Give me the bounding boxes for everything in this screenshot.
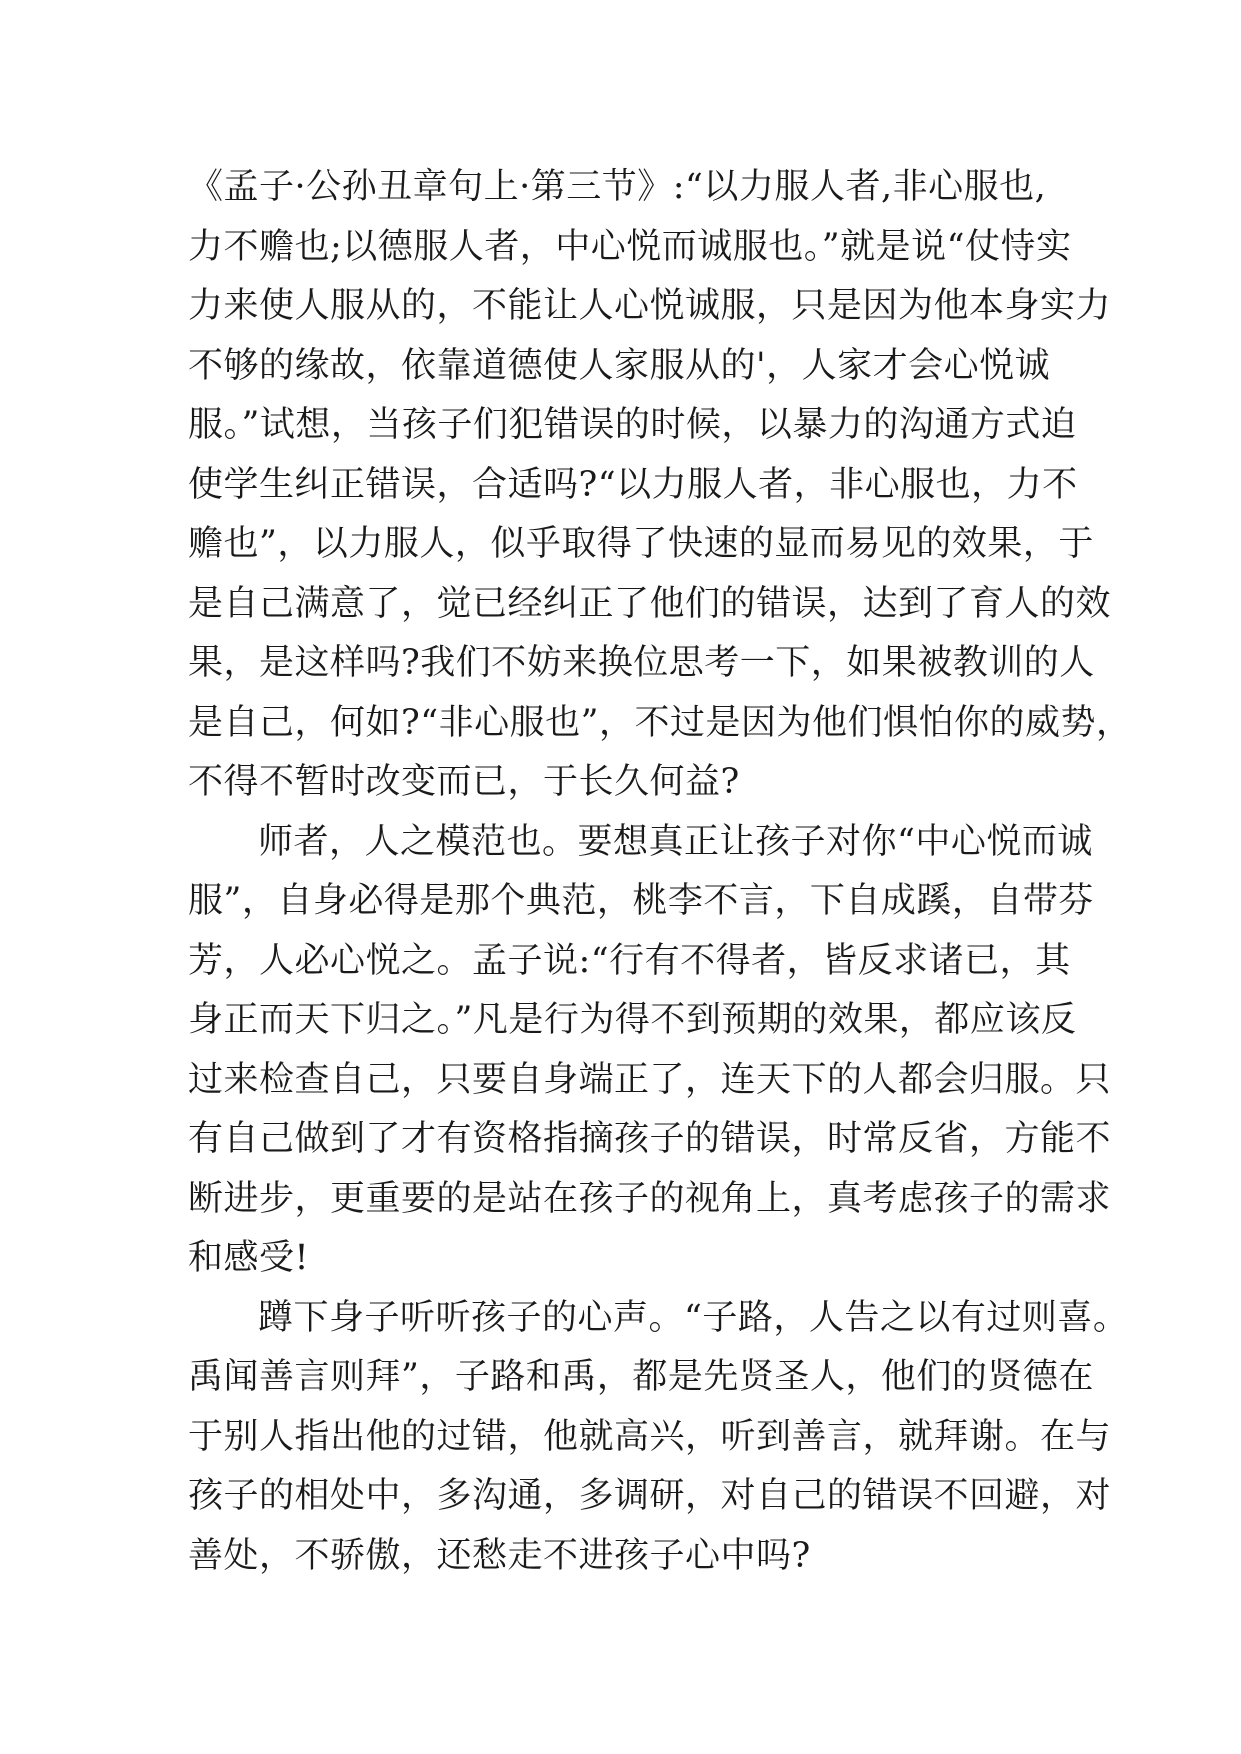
document-body xyxy=(188,158,1132,1586)
text-line: 使学生纠正错误，合适吗?“以力服人者，非心服也，力不 xyxy=(188,464,1078,505)
text-line: 《孟子·公孙丑章句上·第三节》:“以力服人者,非心服也, xyxy=(188,167,1047,207)
text-line: 服”，自身必得是那个典范，桃李不言，下自成蹊，自带芬 xyxy=(188,881,1094,921)
text-line: 是自己满意了，觉已经纠正了他们的错误，达到了育人的效 xyxy=(188,583,1112,624)
text-line: 赡也”，以力服人，似乎取得了快速的显而易见的效果，于 xyxy=(188,524,1094,564)
text-line: 有自己做到了才有资格指摘孩子的错误，时常反省，方能不 xyxy=(188,1119,1112,1159)
text-line: 于别人指出他的过错，他就高兴，听到善言，就拜谢。在与 xyxy=(188,1416,1112,1457)
text-line: 力来使人服从的，不能让人心悦诚服，只是因为他本身实力 xyxy=(188,286,1112,326)
text-line: 孩子的相处中，多沟通，多调研，对自己的错误不回避，对 xyxy=(188,1476,1112,1516)
text-line: 果，是这样吗?我们不妨来换位思考一下，如果被教训的人 xyxy=(188,643,1095,683)
text-line: 禹闻善言则拜”，子路和禹，都是先贤圣人，他们的贤德在 xyxy=(188,1357,1094,1397)
text-line: 服。”试想，当孩子们犯错误的时候，以暴力的沟通方式迫 xyxy=(188,405,1077,445)
text-line: 身正而天下归之。”凡是行为得不到预期的效果，都应该反 xyxy=(188,1000,1077,1040)
text-line: 力不赡也;以德服人者，中心悦而诚服也。”就是说“仗恃实 xyxy=(188,226,1072,267)
text-line: 不得不暂时改变而已，于长久何益? xyxy=(188,762,740,802)
text-line: 过来检查自己，只要自身端正了，连天下的人都会归服。只 xyxy=(188,1059,1112,1100)
text-line: 善处，不骄傲，还愁走不进孩子心中吗? xyxy=(188,1535,811,1576)
text-line: 和感受! xyxy=(188,1238,310,1278)
text-line: 芳，人必心悦之。孟子说:“行有不得者，皆反求诸已，其 xyxy=(188,940,1071,981)
paragraph-first-line: 师者，人之模范也。要想真正让孩子对你“中心悦而诚 xyxy=(258,821,1093,862)
paragraph-first-line: 蹲下身子听听孩子的心声。“子路，人告之以有过则喜。 xyxy=(258,1297,1129,1338)
text-line: 是自己，何如?“非心服也”，不过是因为他们惧怕你的威势， xyxy=(188,702,1132,743)
text-line: 断进步，更重要的是站在孩子的视角上，真考虑孩子的需求 xyxy=(188,1178,1112,1219)
text-line: 不够的缘故，依靠道德使人家服从的'，人家才会心悦诚 xyxy=(188,345,1051,386)
